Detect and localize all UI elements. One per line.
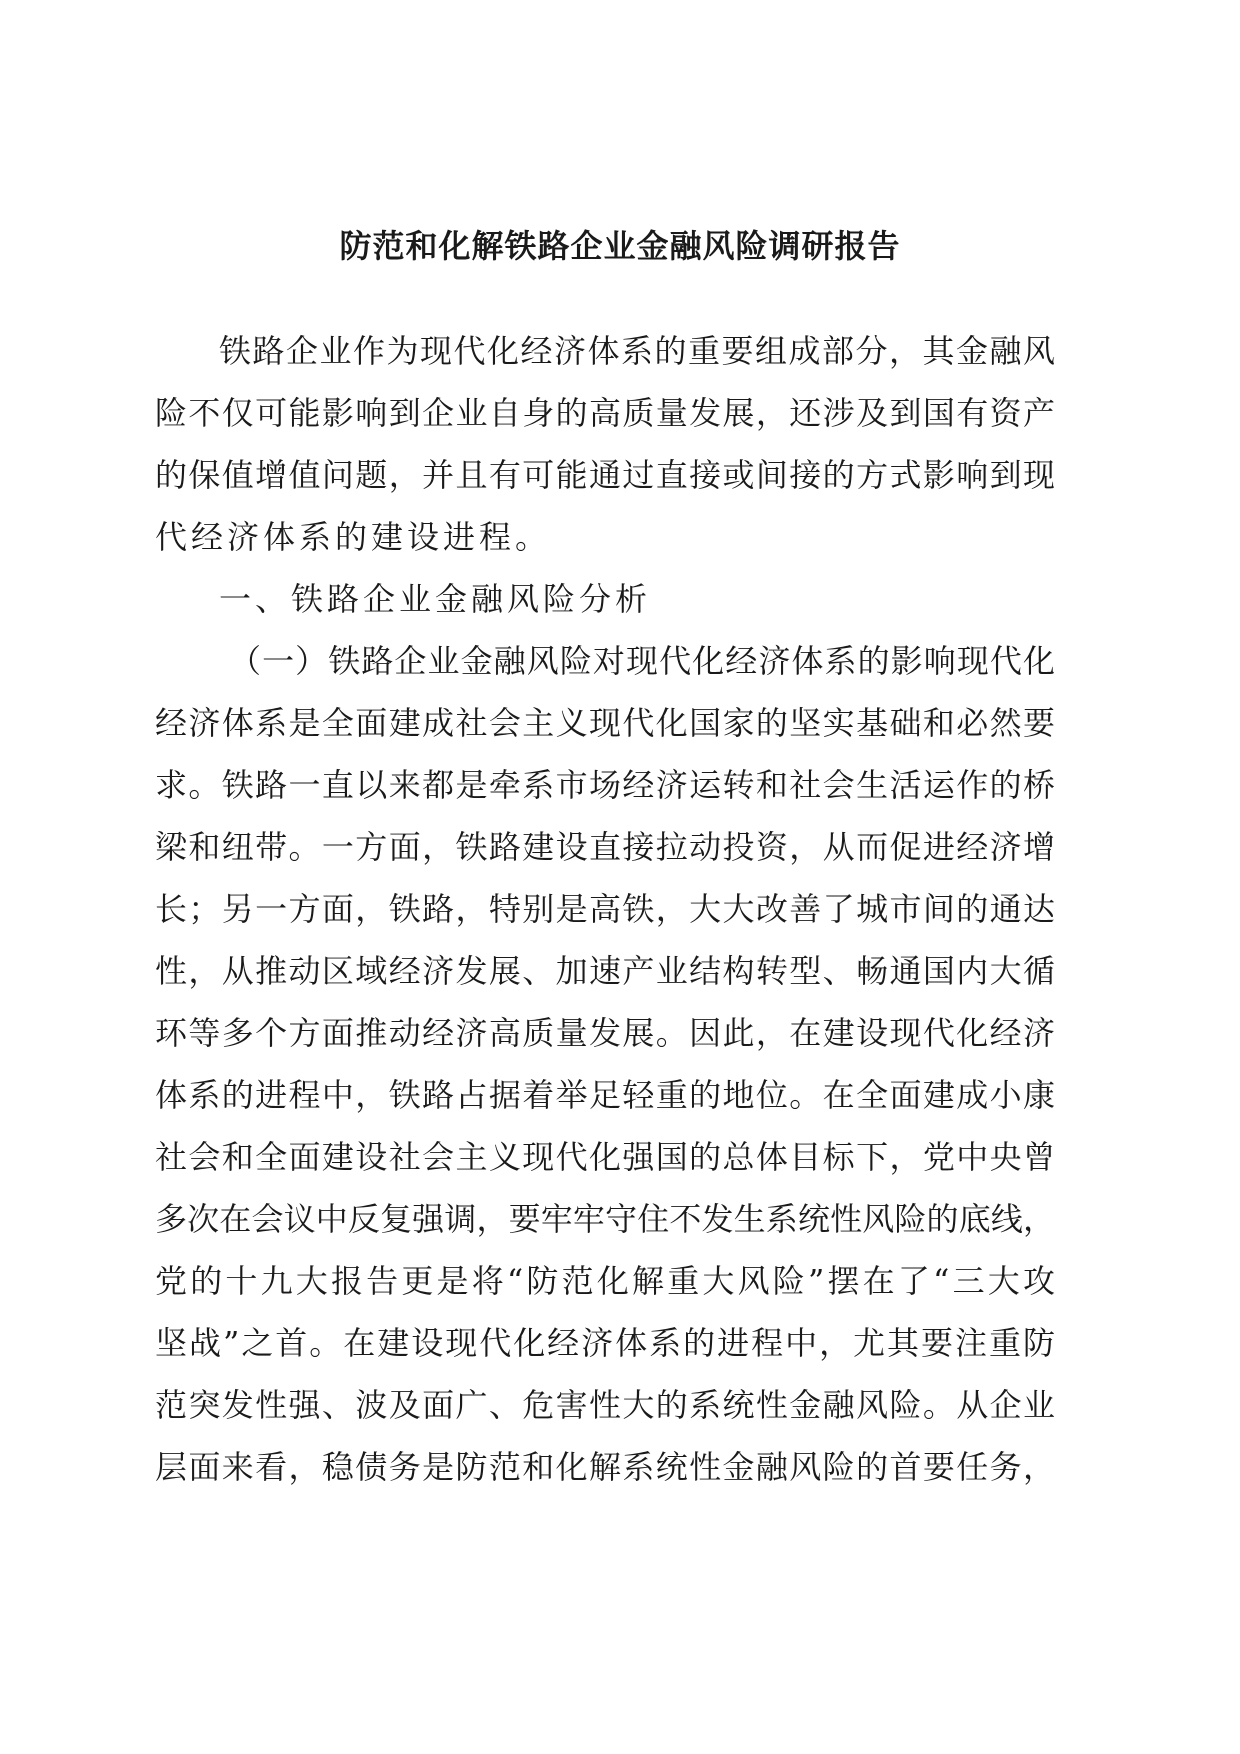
- paragraph-line: 坚战”之首。在建设现代化经济体系的进程中，尤其要注重防: [155, 1324, 1055, 1362]
- paragraph-line: 体系的进程中，铁路占据着举足轻重的地位。在全面建成小康: [155, 1076, 1055, 1114]
- paragraph-line: 险不仅可能影响到企业自身的高质量发展，还涉及到国有资产: [155, 394, 1055, 432]
- paragraph-line: 范突发性强、波及面广、危害性大的系统性金融风险。从企业: [155, 1386, 1055, 1424]
- subsection-heading-line: （一）铁路企业金融风险对现代化经济体系的影响现代化: [229, 642, 1055, 680]
- paragraph-line: 社会和全面建设社会主义现代化强国的总体目标下，党中央曾: [155, 1138, 1055, 1176]
- document-body: [155, 320, 1055, 1498]
- paragraph-line: 代经济体系的建设进程。: [155, 518, 552, 556]
- paragraph-line: 环等多个方面推动经济高质量发展。因此，在建设现代化经济: [155, 1014, 1055, 1052]
- section-heading: 一、铁路企业金融风险分析: [219, 580, 652, 618]
- paragraph-line: 经济体系是全面建成社会主义现代化国家的坚实基础和必然要: [155, 704, 1055, 742]
- paragraph-line: 党的十九大报告更是将“防范化解重大风险”摆在了“三大攻: [155, 1262, 1055, 1300]
- paragraph-line: 的保值增值问题，并且有可能通过直接或间接的方式影响到现: [155, 456, 1055, 494]
- paragraph-line: 梁和纽带。一方面，铁路建设直接拉动投资，从而促进经济增: [155, 828, 1055, 866]
- paragraph-line: 性，从推动区域经济发展、加速产业结构转型、畅通国内大循: [155, 952, 1055, 990]
- paragraph-line: 长；另一方面，铁路，特别是高铁，大大改善了城市间的通达: [155, 890, 1055, 928]
- document-title: 防范和化解铁路企业金融风险调研报告: [339, 227, 901, 265]
- paragraph-line: 层面来看，稳债务是防范和化解系统性金融风险的首要任务，: [155, 1448, 1055, 1486]
- paragraph-line: 多次在会议中反复强调，要牢牢守住不发生系统性风险的底线，: [155, 1200, 1055, 1238]
- paragraph-line: 铁路企业作为现代化经济体系的重要组成部分，其金融风: [219, 332, 1055, 370]
- paragraph-line: 求。铁路一直以来都是牵系市场经济运转和社会生活运作的桥: [155, 766, 1055, 804]
